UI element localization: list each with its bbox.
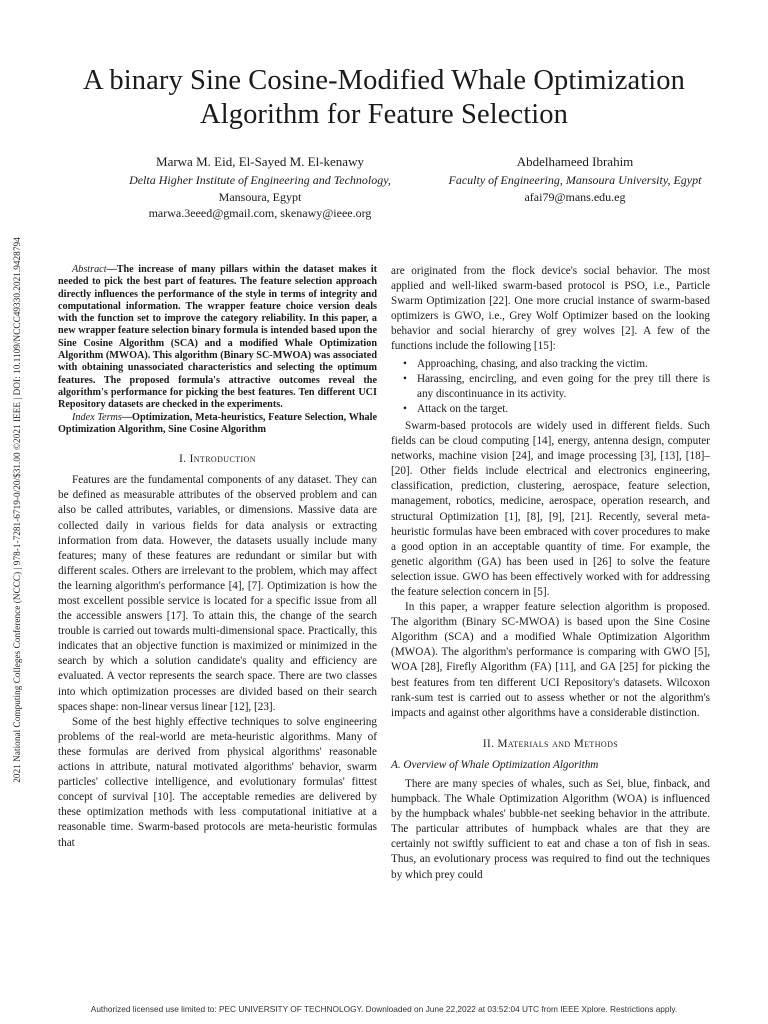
paragraph: Swarm-based protocols are widely used in different fields. Such fields can be cloud computing [14], energy, antenna design, computer networks, machine vision [24], and image processing [3], [13], [18]–[20]. Other fields include electrical and electronics engineering, classification, prediction, clustering, aerospace, feature selection, management, robotics, medicine, aerospace, operation research, and structural Optimization [1], [8], [9], [21]. Recently, several meta-heuristic formulas have been embraced with cover procedures to make a good option in an acceptable quantity of time. For example, the genetic algorithm (GA) has been used in [26] to solve the feature selection issue. GWO has been effectively worked with for addressing the feature selection concern in [5]. xyxy=(391,419,710,598)
bullet-list xyxy=(391,357,710,417)
section-heading-introduction xyxy=(58,452,377,467)
paragraph: Some of the best highly effective techniques to solve engineering problems of the real-world are meta-heuristic algorithms. Many of these formulas are derived from physical algorithms' reasonable actions in attribute, natural motivated algorithms' behavior, swarm particles' collective intelligence, and evolutionary formulas' fittest concept of survival [10]. The acceptable remedies are delivered by these optimization methods with less computational initiative at a reasonable time. Swarm-based protocols are meta-heuristic formulas that xyxy=(58,715,377,849)
section-number: II. xyxy=(482,737,495,750)
author-block-1 xyxy=(70,152,450,222)
author-name: Abdelhameed Ibrahim xyxy=(516,154,634,169)
section-heading-methods xyxy=(391,737,710,752)
conference-citation: 2021 National Computing Colleges Conference (NCCC) | 978-1-7281-6719-0/20/$31.00 ©2021 IEEE | DOI: 10.1109/NCCC49330.2021.9428794 xyxy=(12,237,22,783)
index-terms-text: —Optimization, Meta-heuristics, Feature Selection, Whale Optimization Algorithm, Sine Cosine Algorithm xyxy=(58,411,377,435)
abstract-text: —The increase of many pillars within the dataset makes it needed to pick the best part of features. The feature selection approach directly influences the performance of the style in terms of integrity and computational information. The wrapper feature choice version deals with the function set to improve the category reliability. In this paper, a new wrapper feature selection binary formula is intended based upon the Sine Cosine Algorithm (SCA) and a modified Whale Optimization Algorithm (MWOA). This algorithm (Binary SC-MWOA) was associated with obtaining unassociated characteristics and selecting the optimum features. The proposed formula's attractive outcomes reveal the algorithm's performance for picking the best features. Ten different UCI Repository datasets are checked in the experiments. xyxy=(58,264,377,411)
title-line-2: Algorithm for Feature Selection xyxy=(200,99,568,130)
license-footer: Authorized licensed use limited to: PEC UNIVERSITY OF TECHNOLOGY. Downloaded on June 22,2022 at 03:52:04 UTC from IEEE Xplore. Restrictions apply. xyxy=(90,1004,678,1014)
paper-title xyxy=(40,64,728,132)
right-column xyxy=(391,264,710,883)
subsection-heading: A. Overview of Whale Optimization Algorithm xyxy=(391,758,599,771)
abstract xyxy=(58,264,377,412)
bullet-item: • Attack on the target. xyxy=(391,402,710,417)
conference-side-strip xyxy=(8,208,26,812)
paragraph: are originated from the flock device's social behavior. The most applied and well-liked swarm-based protocol is PSO, i.e., Particle Swarm Optimization [22]. One more crucial instance of swarm-based optimizers is GWO, i.e., Grey Wolf Optimizer based on the looking behavior and social hierarchy of grey wolves [2]. A few of the functions include the following [15]: xyxy=(391,265,710,353)
author-affiliation: Faculty of Engineering, Mansoura University, Egypt xyxy=(448,173,702,187)
abstract-lead: Abstract xyxy=(72,264,107,275)
paragraph: Features are the fundamental components of any dataset. They can be defined as measurable attributes of the observed problem and can also be called attributes, variables, or dimensions. Massive data are collected daily in various fields for data analysis or extracting information from data. However, the datasets usually include many features; many of these features are redundant or similar but with different scales. Others are irrelevant to the problem, which may affect the learning algorithm's performance [4], [7]. Optimization is how the most excellent possible service is located for a specific issue from all the accessible answers [17]. To attain this, the change of the search trouble is carried out towards multi-dimensional space. Practically, this indicates that an objective function is maximized or minimized in the search by which a solution candidate's quality and efficiency are evaluated. A vector represents the search space. There are two classes into which optimization processes are divided based on their search spaces shape: non-linear versus linear [12], [23]. xyxy=(58,474,377,713)
index-terms xyxy=(58,412,377,437)
author-email: marwa.3eeed@gmail.com, skenawy@ieee.org xyxy=(148,206,372,220)
author-email: afai79@mans.edu.eg xyxy=(524,189,626,204)
author-affiliation-location: Mansoura, Egypt xyxy=(218,189,302,204)
paragraph: There are many species of whales, such as Sei, blue, finback, and humpback. The Whale Optimization Algorithm (WOA) is influenced by the humpback whales' bubble-net seeking behavior in the attribute. The particular attributes of humpback whales are that they are certainly not swiftly sufficient to eat and chase a ton of fish in seas. Thus, an evolutionary process was required to find out the techniques by which prey could xyxy=(391,778,710,881)
author-block-2 xyxy=(400,152,750,205)
index-terms-lead: Index Terms xyxy=(72,411,122,423)
author-affiliation: Delta Higher Institute of Engineering and Technology, xyxy=(129,173,391,187)
title-line-1: A binary Sine Cosine-Modified Whale Optimization xyxy=(83,65,685,96)
author-name: Marwa M. Eid, El-Sayed M. El-kenawy xyxy=(156,154,364,169)
bullet-item: • Harassing, encircling, and even going for the prey till there is any discontinuance in its activity. xyxy=(391,372,710,402)
bullet-item: • Approaching, chasing, and also tracking the victim. xyxy=(391,357,710,372)
section-title: Introduction xyxy=(189,453,256,466)
left-column xyxy=(58,264,377,851)
section-number: I. xyxy=(179,453,187,466)
section-title: Materials and Methods xyxy=(497,737,619,750)
paragraph: In this paper, a wrapper feature selection algorithm is proposed. The algorithm (Binary SC-MWOA) is based upon the Sine Cosine Algorithm (SCA) and a modified Whale Optimization Algorithm (MWOA). The algorithm's performance is comparing with GWO [5], WOA [28], Firefly Algorithm (FA) [11], and GA [25] for picking the best features from ten different UCI Repository's datasets. Wilcoxon rank-sum test is carried out to assess whether or not the algorithm's impacts and against other algorithms have a considerable distinction. xyxy=(391,601,710,719)
